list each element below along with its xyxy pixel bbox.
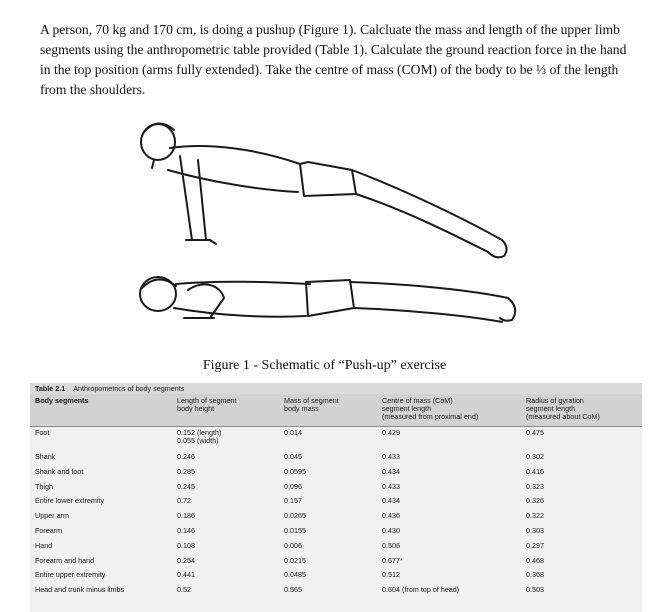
table-title-text: Anthropometrics of body segments: [73, 384, 185, 393]
table-row: Foot 0.152 (length) 0.055 (width) 0.014 0.429 0.475: [35, 428, 544, 445]
header-mass: Mass of segment body mass: [284, 396, 339, 413]
table-row: Upper arm 0.186 0.0265 0.436 0.322: [35, 511, 544, 521]
table-row: Forearm and hand 0.254 0.0215 0.677* 0.468: [35, 555, 544, 565]
table-row: Head and trunk minus limbs 0.52 0.565 0.604 (from top of head) 0.503: [35, 585, 544, 595]
table-row: Shank 0.246 0.045 0.433 0.302: [35, 452, 544, 461]
header-length: Length of segment body height: [177, 396, 237, 413]
header-gyration: Radius of gyration segment length (measured about CoM): [526, 396, 600, 421]
table-row: Entire lower extremity 0.72 0.157 0.434 0.326: [35, 496, 544, 506]
table-title: [30, 383, 642, 394]
table-header: [30, 394, 642, 427]
table-row: Shank and foot 0.285 0.0595 0.434 0.416: [35, 466, 544, 476]
header-com: Centre of mass (CoM) segment length (measured from proximal end): [382, 396, 479, 421]
problem-statement: A person, 70 kg and 170 cm, is doing a pushup (Figure 1). Calcluate the mass and length of the upper limb segments using the anthropometric table provided (Table 1). Calculate the ground reaction force in the hand in the top position (arms fully extended). Take the centre of mass (COM) of the body to be ⅓ of the length from the shoulders.: [40, 22, 627, 97]
figure-caption: Figure 1 - Schematic of “Push-up” exercise: [202, 358, 447, 373]
pushup-bottom-position: [140, 277, 515, 322]
pushup-figure: [110, 112, 530, 357]
table-row: Thigh 0.245 0.096 0.433 0.323: [35, 481, 544, 491]
anthropometrics-table: [30, 383, 642, 612]
table-body: [30, 427, 642, 599]
header-body-segments: Body segments: [35, 396, 89, 405]
pushup-top-position: [141, 123, 507, 257]
table-row: Forearm 0.146 0.0155 0.430 0.303: [35, 525, 544, 535]
table-row: Entire upper extremity 0.441 0.0485 0.512 0.368: [35, 570, 544, 580]
table-number: Table 2.1: [35, 384, 66, 393]
table-row: Hand 0.108 0.006 0.506 0.297: [35, 540, 544, 550]
